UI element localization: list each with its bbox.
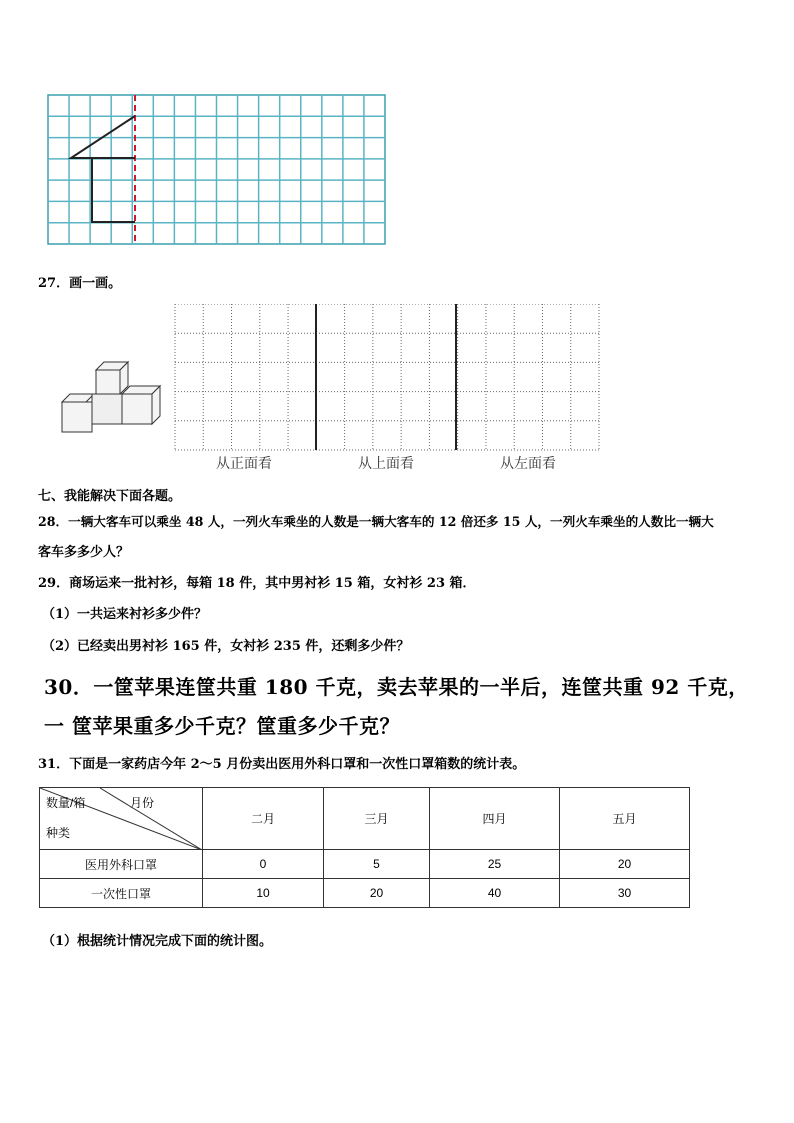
section-7-title: 七、我能解决下面各题。 xyxy=(38,489,182,504)
view-label-left: 从左面看 xyxy=(500,456,556,472)
symmetry-grid-figure xyxy=(47,94,387,246)
table-cell: 5 xyxy=(324,850,430,879)
month-header: 三月 xyxy=(324,788,430,850)
question-28-line2: 客车多多少人？ xyxy=(38,545,130,560)
table-row xyxy=(40,850,690,879)
question-30-line1: 30．一筐苹果连筐共重 180 千克，卖去苹果的一半后，连筐共重 92 千克， xyxy=(44,675,749,699)
table-cell: 20 xyxy=(324,879,430,908)
row-name: 一次性口罩 xyxy=(40,879,203,908)
question-29-sub1: （1）一共运来衬衫多少件？ xyxy=(42,607,208,622)
question-28-line1: 28．一辆大客车可以乘坐 48 人，一列火车乘坐的人数是一辆大客车的 12 倍还多 15 人，一列火车乘坐的人数比一辆大 xyxy=(38,514,714,529)
table-cell: 40 xyxy=(430,879,560,908)
month-header: 五月 xyxy=(560,788,690,850)
header-kind: 种类 xyxy=(46,826,71,840)
table-cell: 0 xyxy=(203,850,324,879)
month-header: 四月 xyxy=(430,788,560,850)
table-cell: 25 xyxy=(430,850,560,879)
row-name: 医用外科口罩 xyxy=(40,850,203,879)
question-30-line2: 一 筐苹果重多少千克？筐重多少千克？ xyxy=(44,714,400,738)
table-cell: 30 xyxy=(560,879,690,908)
table-cell: 10 xyxy=(203,879,324,908)
header-month: 月份 xyxy=(130,796,155,810)
question-29-line1: 29．商场运来一批衬衫，每箱 18 件，其中男衬衫 15 箱，女衬衫 23 箱． xyxy=(38,576,476,591)
question-29-sub2: （2）已经卖出男衬衫 165 件，女衬衫 235 件，还剩多少件？ xyxy=(42,639,410,654)
header-diagonal-cell xyxy=(40,788,203,850)
table-row xyxy=(40,879,690,908)
question-31-line1: 31．下面是一家药店今年 2～5 月份卖出医用外科口罩和一次性口罩箱数的统计表。 xyxy=(38,757,526,772)
question-27: 27．画一画。 xyxy=(38,276,122,291)
question-31-sub1: （1）根据统计情况完成下面的统计图。 xyxy=(42,934,273,949)
view-label-front: 从正面看 xyxy=(216,456,272,472)
cube-stack-figure xyxy=(56,356,164,436)
stats-table xyxy=(39,787,690,908)
header-quantity: 数量/箱 xyxy=(46,796,86,810)
table-cell: 20 xyxy=(560,850,690,879)
month-header: 二月 xyxy=(203,788,324,850)
view-drawing-grid[interactable] xyxy=(174,304,600,452)
view-label-top: 从上面看 xyxy=(358,456,414,472)
